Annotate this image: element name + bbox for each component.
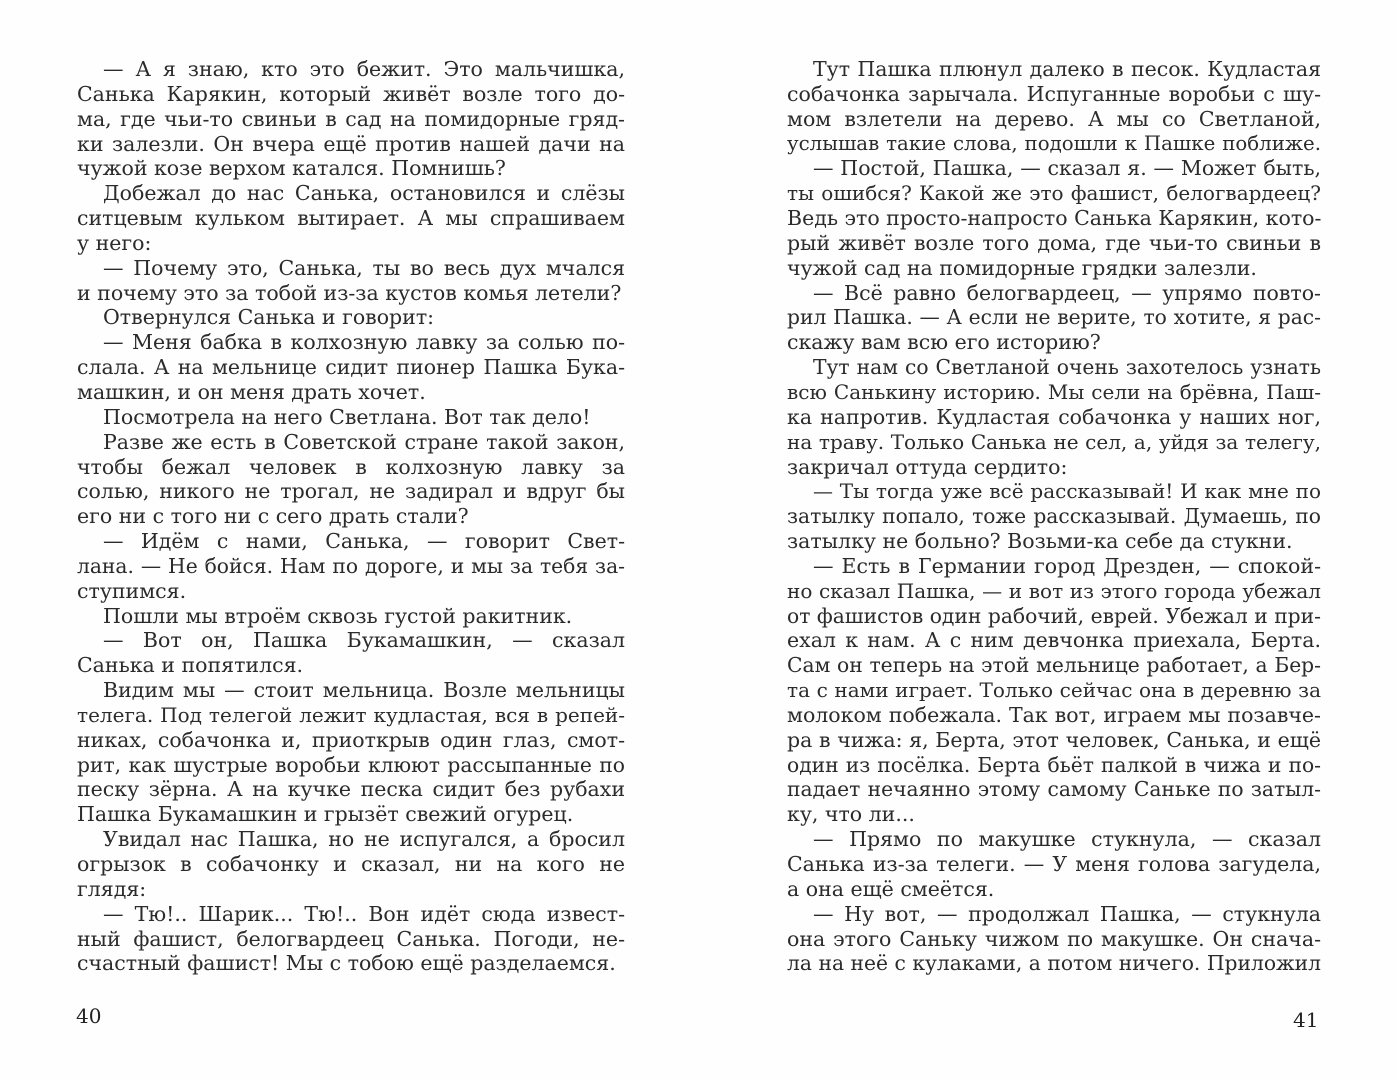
text-line: ма, где чьи-то свиньи в сад на помидорные гряд-: [77, 106, 625, 131]
text-line: лана. — Не бойся. Нам по дороге, и мы за тебя за-: [77, 553, 625, 578]
left-page-text: [77, 57, 625, 976]
text-line: всю Санькину историю. Мы сели на брёвна, Паш-: [787, 379, 1321, 404]
text-line: — Почему это, Санька, ты во весь дух мчался: [103, 255, 625, 280]
text-line: — Постой, Пашка, — сказал я. — Может быть,: [813, 156, 1321, 181]
text-line: скажу вам всю его историю?: [787, 330, 1101, 355]
text-line: — Прямо по макушке стукнула, — сказал: [813, 827, 1321, 852]
text-line: Тут Пашка плюнул далеко в песок. Кудластая: [813, 57, 1321, 81]
text-line: она этого Саньку чижом по макушке. Он снача-: [787, 926, 1321, 951]
text-line: песку зёрна. А на кучке песка сидит без рубахи: [77, 777, 625, 802]
right-page: [698, 0, 1396, 1080]
text-line: затылку не больно? Возьми-ка себе да стукни.: [787, 529, 1293, 554]
text-line: ступимся.: [77, 578, 187, 603]
text-line: ситцевым кульком вытирает. А мы спрашиваем: [77, 206, 625, 231]
text-line: — Есть в Германии город Дрезден, — спокой-: [813, 553, 1321, 578]
text-line: рый живёт возле того дома, где чьи-то свиньи в: [787, 230, 1321, 255]
text-line: ехал к нам. А с ним девчонка приехала, Берта.: [787, 628, 1321, 653]
text-line: Добежал до нас Санька, остановился и слёзы: [103, 181, 625, 206]
text-line: его ни с того ни с сего драть стали?: [77, 504, 469, 529]
text-line: Посмотрела на него Светлана. Вот так дело!: [103, 404, 591, 429]
text-line: рил Пашка. — А если не верите, то хотите, я рас-: [787, 305, 1321, 330]
text-line: закричал оттуда сердито:: [787, 454, 1068, 479]
text-line: никах, собачонка и, приоткрыв один глаз, смот-: [77, 727, 625, 752]
text-line: — Всё равно белогвардеец, — упрямо повто-: [813, 280, 1321, 305]
text-line: — Ты тогда уже всё рассказывай! И как мне по: [813, 479, 1321, 504]
text-line: на траву. Только Санька не сел, а, уйдя за телегу,: [787, 429, 1321, 454]
text-line: а она ещё смеётся.: [787, 876, 995, 901]
text-line: чужой сад на помидорные грядки залезли.: [787, 255, 1257, 280]
text-line: счастный фашист! Мы с тобою ещё разделаемся.: [77, 951, 616, 976]
text-line: от фашистов один рабочий, еврей. Убежал и при-: [787, 603, 1321, 628]
text-line: машкин, и он меня драть хочет.: [77, 379, 426, 404]
text-line: один из посёлка. Берта бьёт палкой в чижа и по-: [787, 752, 1321, 777]
text-line: Санька Карякин, который живёт возле того до-: [77, 81, 625, 106]
text-line: услышав такие слова, подошли к Пашке поближе.: [787, 131, 1321, 155]
text-line: солью, никого не трогал, не задирал и вдруг бы: [77, 479, 625, 504]
text-line: мом взлетели на дерево. А мы со Светланой,: [787, 106, 1321, 131]
text-line: и почему это за тобой из-за кустов комья летели?: [77, 280, 622, 305]
text-line: у него:: [77, 230, 152, 255]
page-number: 41: [1293, 1008, 1319, 1032]
text-line: — Идём с нами, Санька, — говорит Свет-: [103, 529, 625, 554]
page-number: 40: [76, 1004, 102, 1028]
text-line: ку, что ли...: [787, 802, 915, 827]
text-line: ла на неё с кулаками, а потом ничего. Приложил: [787, 951, 1321, 976]
text-line: рит, как шустрые воробьи клюют рассыпанные по: [77, 752, 625, 777]
text-line: ра в чижа: я, Берта, этот человек, Санька, и ещё: [787, 727, 1321, 752]
text-line: но сказал Пашка, — и вот из этого города убежал: [787, 578, 1321, 603]
text-line: чтобы бежал человек в колхозную лавку за: [77, 454, 625, 479]
text-line: та с нами играет. Только сейчас она в деревню за: [787, 678, 1321, 703]
text-line: Ведь это просто-напросто Санька Карякин, кото-: [787, 206, 1322, 231]
text-line: ный фашист, белогвардеец Санька. Погоди, не-: [77, 926, 625, 951]
text-line: глядя:: [77, 876, 147, 901]
text-line: падает нечаянно этому самому Саньке по затыл-: [787, 777, 1321, 802]
text-line: — А я знаю, кто это бежит. Это мальчишка,: [103, 57, 625, 81]
text-line: слала. А на мельнице сидит пионер Пашка Бука-: [77, 355, 625, 380]
text-line: — Тю!.. Шарик... Тю!.. Вон идёт сюда извест-: [103, 901, 625, 926]
text-line: Видим мы — стоит мельница. Возле мельницы: [103, 678, 625, 703]
text-line: чужой козе верхом катался. Помнишь?: [77, 156, 506, 181]
text-line: затылку попало, тоже рассказывай. Думаешь, по: [787, 504, 1321, 529]
text-line: Санька из-за телеги. — У меня голова загудела,: [787, 852, 1321, 876]
text-line: — Вот он, Пашка Букамашкин, — сказал: [103, 628, 625, 653]
text-line: Санька и попятился.: [77, 653, 304, 678]
text-line: огрызок в собачонку и сказал, ни на кого не: [77, 852, 625, 876]
text-line: Отвернулся Санька и говорит:: [103, 305, 435, 330]
text-line: Увидал нас Пашка, но не испугался, а бросил: [103, 827, 625, 852]
text-line: — Меня бабка в колхозную лавку за солью по-: [103, 330, 625, 355]
text-line: — Ну вот, — продолжал Пашка, — стукнула: [813, 901, 1321, 926]
text-line: ка напротив. Кудластая собачонка у наших ног,: [787, 404, 1321, 429]
text-line: Тут нам со Светланой очень захотелось узнать: [813, 355, 1321, 380]
text-line: собачонка зарычала. Испуганные воробьи с шу-: [787, 81, 1321, 106]
text-line: молоком побежала. Так вот, играем мы позавче-: [787, 702, 1321, 727]
text-line: телега. Под телегой лежит кудластая, вся в репей-: [77, 702, 625, 727]
text-line: Пашка Букамашкин и грызёт свежий огурец.: [77, 802, 574, 827]
text-line: ки залезли. Он вчера ещё против нашей дачи на: [77, 131, 625, 156]
right-page-text: [787, 57, 1321, 976]
text-line: Сам он теперь на этой мельнице работает, а Бер-: [787, 653, 1321, 678]
text-line: Разве же есть в Советской стране такой закон,: [103, 429, 625, 454]
text-line: ты ошибся? Какой же это фашист, белогвардеец?: [787, 181, 1321, 206]
text-line: Пошли мы втроём сквозь густой ракитник.: [103, 603, 573, 628]
